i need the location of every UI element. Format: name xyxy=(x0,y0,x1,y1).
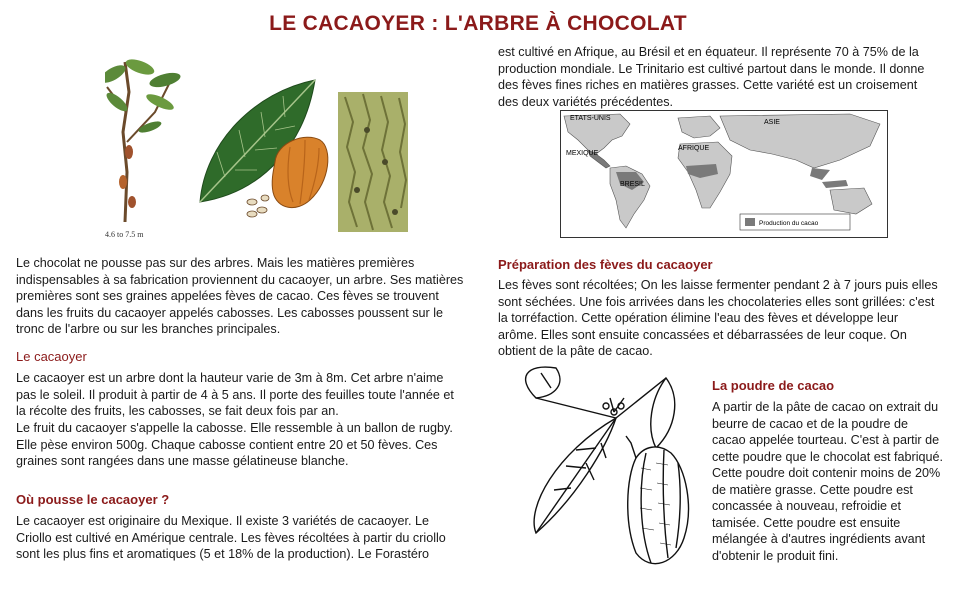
poudre-paragraph: A partir de la pâte de cacao on extrait du beurre de cacao et de la poudre de cacao appelée tourteau. C'est à partir de cette poudre que le chocolat est fabriqué. Cette poudre doit contenir moins de 20% de matière grasse. Cette poudre est concassée à nouveau, refroidie et tamisée. Cette poudre est ensuite mélangée à d'autres ingrédients avant d'obtenir le produit fini. xyxy=(712,400,944,563)
section-heading-cacaoyer: Le cacaoyer xyxy=(16,349,87,364)
cacaoyer-paragraph-1: Le cacaoyer est un arbre dont la hauteur varie de 3m à 8m. Cet arbre n'aime pas le soleil. Il produit à partir de 4 à 5 ans. Il porte des feuilles toute l'année et la récolte des fruits, les cabosses, se fait deux fois par an. xyxy=(16,371,454,418)
world-map xyxy=(560,110,888,238)
map-legend-swatch xyxy=(745,218,755,226)
section-heading-pousse: Où pousse le cacaoyer ? xyxy=(16,492,170,507)
cacao-tree-illustration xyxy=(105,52,410,242)
map-label-asie: ASIE xyxy=(764,119,780,126)
section-heading-poudre: La poudre de cacao xyxy=(712,378,835,393)
pousse-paragraph-continued: est cultivé en Afrique, au Brésil et en équateur. Il représente 70 à 75% de la production mondiale. Le Trinitario est cultivé partout dans le monde. Il donne des fèves fines riches en matières grasses. Cette variété est un croisement des deux variétés précédentes. xyxy=(498,45,925,109)
cacao-pod-sketch xyxy=(506,358,701,578)
cacao-beans-icon xyxy=(247,195,269,217)
scale-caption: 4.6 to 7.5 m xyxy=(105,230,144,239)
cacao-pod-drawing xyxy=(506,358,701,578)
pousse-paragraph: Le cacaoyer est originaire du Mexique. Il existe 3 variétés de cacaoyer. Le Criollo est cultivé en Amérique centrale. Les fèves récoltées à partir du criollo sont les plus fins et aromatiques (5 et 18% de la production). Le Forastéro xyxy=(16,514,446,561)
tree-icon xyxy=(105,56,182,222)
map-label-afrique: AFRIQUE xyxy=(678,145,710,152)
cacao-tree-drawing xyxy=(105,52,410,242)
map-legend-label: Production du cacao xyxy=(759,220,819,227)
cacao-world-map xyxy=(560,110,888,238)
bark-texture-icon xyxy=(338,92,408,232)
map-label-mexique: MEXIQUE xyxy=(566,150,599,157)
section-heading-preparation: Préparation des fèves du cacaoyer xyxy=(498,257,713,272)
map-label-usa: ETATS-UNIS xyxy=(570,115,611,122)
intro-paragraph: Le chocolat ne pousse pas sur des arbres. Mais les matières premières indispensables à sa fabrication proviennent du cacaoyer, un arbre. Ses matières premières sont ses graines appelées fèves de cacao. Ces fèves se trouvent dans les fruits du cacaoyer appelés cabosses. Les cabosses poussent sur le tronc de l'arbre ou sur les branches principales. xyxy=(16,256,464,336)
preparation-paragraph: Les fèves sont récoltées; On les laisse fermenter pendant 2 à 7 jours puis elles sont séchées. Une fois arrivées dans les chocolateries elles sont grillées: c'est la torréfaction. Cette opération élimine l'eau des fèves et développe leur arôme. Elles sont ensuite concassées et débarrassées de leur coque. On obtient de la pâte de cacao. xyxy=(498,278,938,358)
map-label-bresil: BRESIL xyxy=(620,181,645,188)
page-title: LE CACAOYER : L'ARBRE À CHOCOLAT xyxy=(269,12,687,35)
cacaoyer-paragraph-2: Le fruit du cacaoyer s'appelle la cabosse. Elle ressemble à un ballon de rugby. Elle pèse environ 500g. Chaque cabosse contient entre 20 et 50 fèves. Ces graines sont rangées dans une masse gélatineuse blanche. xyxy=(16,421,453,468)
